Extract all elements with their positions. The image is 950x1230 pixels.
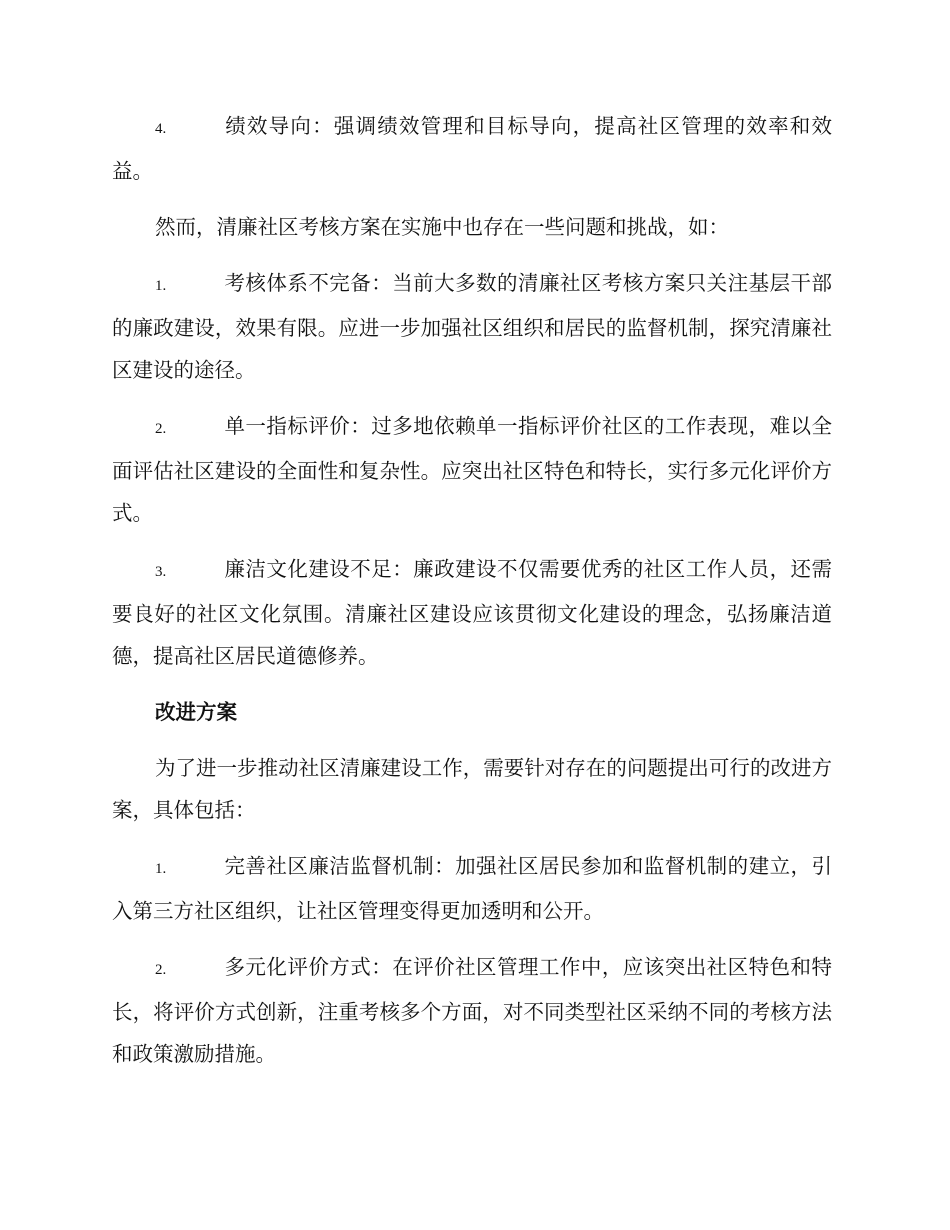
list-item-solution-2: [112, 946, 832, 1075]
list-item-text: 多元化评价方式：在评价社区管理工作中，应该突出社区特色和特长，将评价方式创新，注重考核多个方面，对不同类型社区采纳不同的考核方法和政策激励措施。: [112, 955, 832, 1066]
list-number: 4.: [155, 121, 167, 137]
solutions-intro-paragraph: 为了进一步推动社区清廉建设工作，需要针对存在的问题提出可行的改进方案，具体包括：: [112, 756, 832, 822]
list-item-text: 完善社区廉洁监督机制：加强社区居民参加和监督机制的建立，引入第三方社区组织，让社区管理变得更加透明和公开。: [112, 854, 832, 923]
list-item-text: 廉洁文化建设不足：廉政建设不仅需要优秀的社区工作人员，还需要良好的社区文化氛围。清廉社区建设应该贯彻文化建设的理念，弘扬廉洁道德，提高社区居民道德修养。: [112, 557, 832, 668]
list-item-text: 单一指标评价：过多地依赖单一指标评价社区的工作表现，难以全面评估社区建设的全面性和复杂性。应突出社区特色和特长，实行多元化评价方式。: [112, 414, 832, 525]
list-item-performance-orientation: [112, 105, 832, 192]
list-item-problem-1: [112, 262, 832, 391]
list-item-text: 绩效导向：强调绩效管理和目标导向，提高社区管理的效率和效益。: [112, 114, 832, 183]
list-number: 3.: [155, 564, 167, 580]
list-number: 1.: [155, 861, 167, 877]
section-heading-improvement: 改进方案: [155, 700, 237, 724]
list-item-problem-2: [112, 405, 832, 534]
problems-intro-paragraph: 然而，清廉社区考核方案在实施中也存在一些问题和挑战，如：: [155, 215, 729, 239]
list-number: 2.: [155, 421, 167, 437]
list-number: 2.: [155, 962, 167, 978]
list-item-problem-3: [112, 548, 832, 677]
list-item-text: 考核体系不完备：当前大多数的清廉社区考核方案只关注基层干部的廉政建设，效果有限。应进一步加强社区组织和居民的监督机制，探究清廉社区建设的途径。: [112, 271, 832, 382]
list-number: 1.: [155, 278, 167, 294]
list-item-solution-1: [112, 845, 832, 932]
